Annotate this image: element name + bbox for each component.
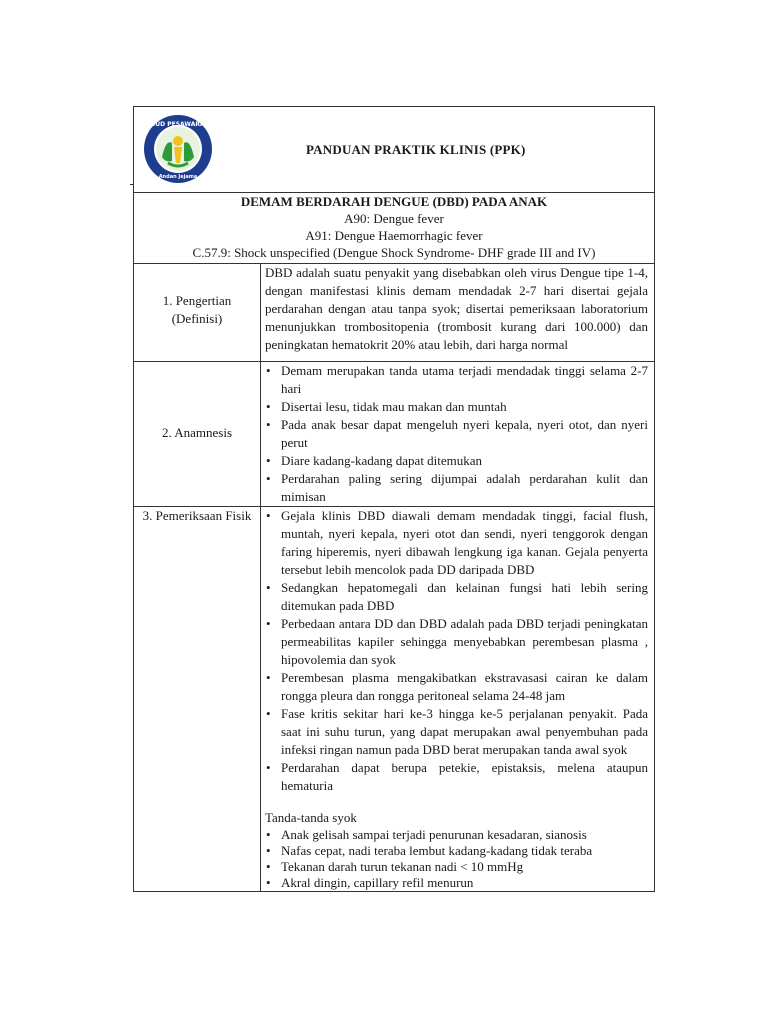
icd-code-3: C.57.9: Shock unspecified (Dengue Shock Syndrome- DHF grade III and IV) xyxy=(192,245,596,260)
bullet-icon: • xyxy=(266,859,271,874)
document-header xyxy=(134,107,654,193)
list-item: • Disertai lesu, tidak mau makan dan muntah xyxy=(266,399,507,414)
icd-code-2: A91: Dengue Haemorrhagic fever xyxy=(305,228,483,243)
row-anamnesis xyxy=(134,362,654,507)
label-fisik: 3. Pemeriksaan Fisik xyxy=(134,507,261,891)
list-item: • Sedangkan hepatomegali dan kelainan fungsi hati lebih sering ditemukan pada DBD xyxy=(266,580,648,613)
bullet-icon: • xyxy=(266,417,271,432)
syok-heading: Tanda-tanda syok xyxy=(265,810,357,825)
document-title: PANDUAN PRAKTIK KLINIS (PPK) xyxy=(306,142,526,157)
bullet-icon: • xyxy=(266,399,271,414)
logo-subtext: Andan Jejama xyxy=(158,174,198,180)
bullet-icon: • xyxy=(266,508,271,523)
bullet-icon: • xyxy=(266,471,271,486)
icd-code-1: A90: Dengue fever xyxy=(344,211,444,226)
row-fisik xyxy=(134,507,654,891)
bullet-icon: • xyxy=(266,706,271,721)
bullet-icon: • xyxy=(266,875,271,890)
list-item: • Pada anak besar dapat mengeluh nyeri kepala, nyeri otot, dan nyeri perut xyxy=(266,417,648,450)
list-item: • Anak gelisah sampai terjadi penurunan kesadaran, sianosis xyxy=(266,827,587,842)
hospital-logo xyxy=(142,113,214,185)
list-item: • Perbedaan antara DD dan DBD adalah pada DBD terjadi peningkatan permeabilitas kapiler sehingga menyebabkan perembesan plasma , hipovolemia dan syok xyxy=(266,616,648,667)
list-item: • Fase kritis sekitar hari ke-3 hingga ke-5 perjalanan penyakit. Pada saat ini suhu turun, yang dapat merupakan awal penyembuhan pada infeksi ringan namun pada DBD berat merupakan tanda awal syok xyxy=(266,706,648,757)
label-anamnesis: 2. Anamnesis xyxy=(134,362,261,506)
header-tick xyxy=(130,184,134,185)
bullet-icon: • xyxy=(266,616,271,631)
spacer xyxy=(265,795,648,809)
list-item: • Perdarahan dapat berupa petekie, epistaksis, melena ataupun hematuria xyxy=(266,760,648,793)
label-pengertian: 1. Pengertian (Definisi) xyxy=(134,264,261,361)
bullet-icon: • xyxy=(266,363,271,378)
list-item: • Perdarahan paling sering dijumpai adalah perdarahan kulit dan mimisan xyxy=(266,471,648,504)
list-item: • Diare kadang-kadang dapat ditemukan xyxy=(266,453,483,468)
bullet-icon: • xyxy=(266,827,271,842)
bullet-icon: • xyxy=(266,670,271,685)
ppk-document xyxy=(133,106,655,892)
bullet-icon: • xyxy=(266,760,271,775)
list-item: • Nafas cepat, nadi teraba lembut kadang-kadang tidak teraba xyxy=(266,843,593,858)
content-fisik xyxy=(261,507,654,891)
definition-text: DBD adalah suatu penyakit yang disebabkan oleh virus Dengue tipe 1-4, dengan manifestasi klinis demam mendadak 2-7 hari disertai gejala perdarahan dengan atau tanpa syok; disertai pemeriksaan laboratorium menunjukkan trombositopenia (trombosit kurang dari 100.000) dan peningkatan hematokrit 20% atau lebih, dari harga normal xyxy=(265,265,648,352)
row-pengertian xyxy=(134,264,654,362)
list-item: • Akral dingin, capillary refil menurun xyxy=(266,875,474,890)
logo-text: RSUD PESAWARAN xyxy=(146,121,210,128)
bullet-icon: • xyxy=(266,453,271,468)
list-item: • Perembesan plasma mengakibatkan ekstravasasi cairan ke dalam rongga pleura dan rongga peritoneal selama 24-48 jam xyxy=(266,670,648,703)
list-item: • Gejala klinis DBD diawali demam mendadak tinggi, facial flush, muntah, nyeri kepala, nyeri otot dan sendi, nyeri tenggorok dengan faring hiperemis, nyeri dibawah lengkung iga kanan. Gejala penyerta tersebut lebih mencolok pada DD daripada DBD xyxy=(266,508,648,577)
content-pengertian xyxy=(261,264,654,361)
bullet-icon: • xyxy=(266,580,271,595)
disease-titles xyxy=(134,193,654,264)
content-anamnesis xyxy=(261,362,654,506)
bullet-icon: • xyxy=(266,843,271,858)
list-item: • Tekanan darah turun tekanan nadi < 10 mmHg xyxy=(266,859,524,874)
list-item: • Demam merupakan tanda utama terjadi mendadak tinggi selama 2-7 hari xyxy=(266,363,648,396)
disease-title: DEMAM BERDARAH DENGUE (DBD) PADA ANAK xyxy=(240,194,548,209)
